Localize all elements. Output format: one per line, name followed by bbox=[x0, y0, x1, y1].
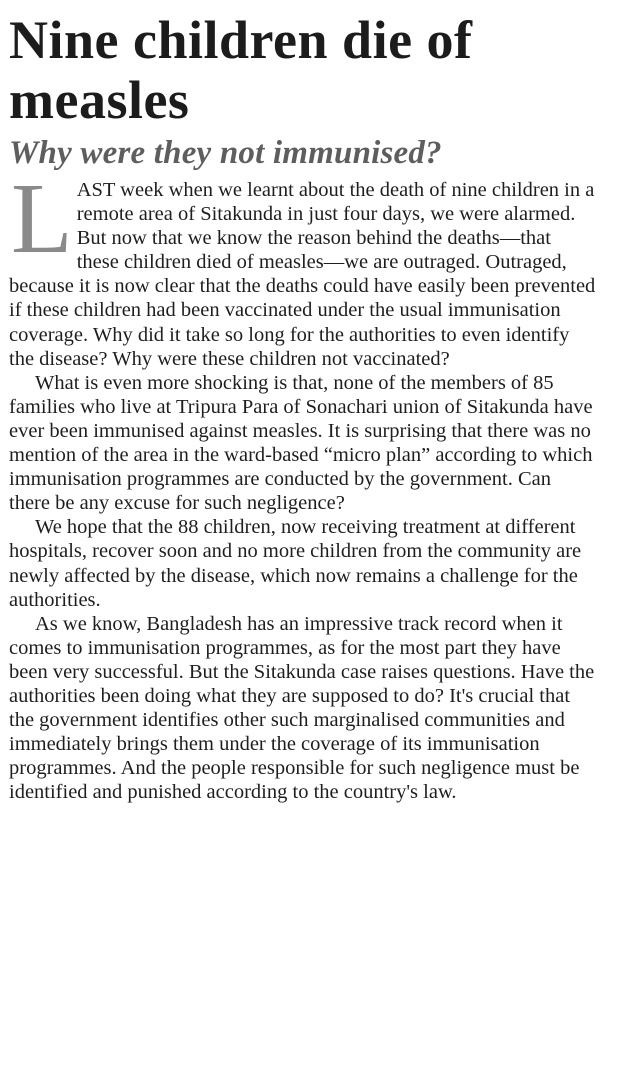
paragraph-4: As we know, Bangladesh has an impressive track record when it comes to immunisation programmes, as for the most part they have been very successful. But the Sitakunda case raises questions. Have the authorities been doing what they are supposed to do? It's crucial that the government identifies other such marginalised communities and immediately brings them under the coverage of its immunisation programmes. And the people responsible for such negligence must be identified and punished according to the country's law. bbox=[9, 612, 595, 804]
article-body bbox=[9, 162, 596, 804]
headline: Nine children die of measles bbox=[9, 10, 473, 130]
paragraph-2: What is even more shocking is that, none of the members of 85 families who live at Tripura Para of Sonachari union of Sitakunda have ever been immunised against measles. It is surprising that there was no mention of the area in the ward-based “micro plan” according to which immunisation programmes are conducted by the government. Can there be any excuse for such negligence? bbox=[9, 371, 593, 515]
paragraph-3: We hope that the 88 children, now receiving treatment at different hospitals, recover soon and no more children from the community are newly affected by the disease, which now remains a challenge for the authorities. bbox=[9, 516, 582, 611]
drop-cap: L bbox=[11, 162, 73, 274]
paragraph-1 bbox=[9, 162, 596, 371]
subheadline: Why were they not immunised? bbox=[9, 135, 442, 171]
paragraph-1-text: AST week when we learnt about the death of nine children in a remote area of Sitakunda in just four days, we were alarmed. But now that we know the reason behind the deaths—that these children died of measles—we are outraged. Outraged, because it is now clear that the deaths could have easily been prevented if these children had been vaccinated under the usual immunisation coverage. Why did it take so long for the authorities to even identify the disease? Why were these children not vaccinated? bbox=[9, 179, 596, 370]
